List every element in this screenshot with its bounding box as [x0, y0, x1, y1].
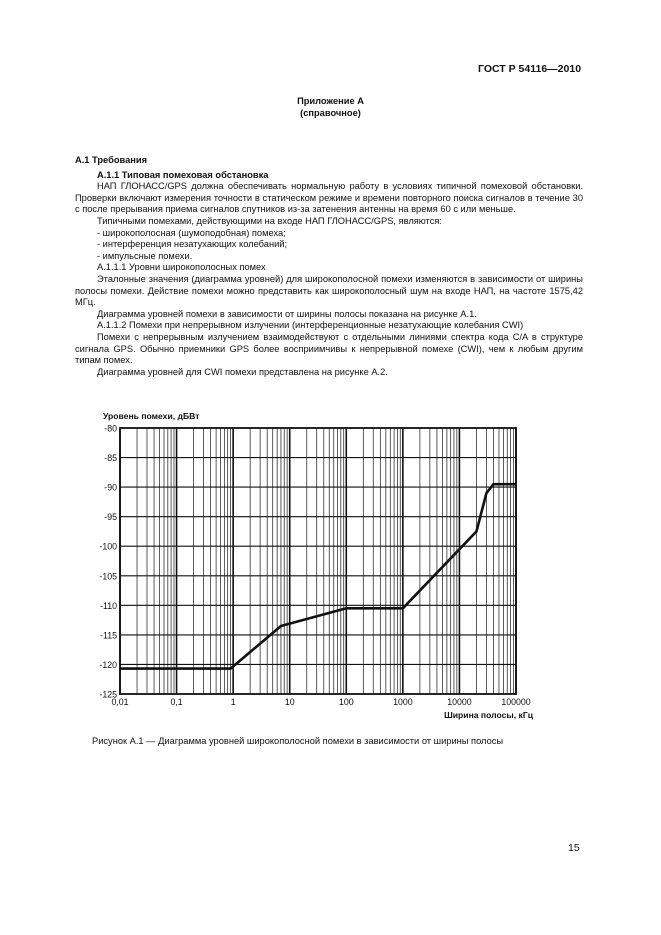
x-tick-label: 10000 [447, 697, 472, 707]
appendix-subtitle: (справочное) [300, 107, 361, 118]
body-paragraph: Диаграмма уровней для CWI помехи представлена на рисунке А.2. [97, 366, 388, 377]
chart-minor-grid [137, 428, 513, 694]
x-tick-label: 100000 [501, 697, 531, 707]
y-tick-label: -85 [104, 453, 117, 464]
x-tick-label: 0,1 [170, 697, 183, 707]
x-tick-label: 1 [230, 697, 236, 707]
y-tick-label: -120 [99, 659, 117, 670]
figure-caption: Рисунок А.1 — Диаграмма уровней широкополосной помехи в зависимости от ширины полосы [92, 736, 504, 746]
x-tick-label: 0,01 [111, 697, 129, 707]
x-tick-label: 1000 [393, 697, 413, 707]
standard-number: ГОСТ Р 54116—2010 [478, 63, 582, 75]
body-paragraph: Помехи с непрерывным излучением взаимодействуют с отдельными линиями спектра кода C/A в структуре сигнала GPS. Обычно приемники GPS более восприимчивы к непрерывной помехе (CWI), чем к любым другим типам помех. [75, 331, 583, 366]
section-heading: А.1 Требования [75, 155, 148, 165]
body-paragraph: - широкополосная (шумоподобная) помеха; [97, 227, 286, 238]
body-paragraph: А.1.1.1 Уровни широкополосных помех [97, 262, 266, 273]
y-tick-label: -110 [100, 600, 117, 611]
y-tick-label: -105 [99, 571, 117, 582]
page-number: 15 [568, 842, 580, 854]
body-paragraph: - интерференция незатухающих колебаний; [97, 239, 288, 250]
body-paragraph: - импульсные помехи. [97, 250, 193, 261]
appendix-title: Приложение А [297, 96, 364, 106]
x-tick-label: 100 [338, 697, 354, 707]
body-paragraph: Диаграмма уровней помехи в зависимости от ширины полосы показана на рисунке А.1. [97, 308, 477, 319]
chart-y-axis-label: Уровень помехи, дБВт [103, 411, 200, 421]
interference-level-chart [0, 400, 661, 730]
body-paragraph: Типичными помехами, действующими на входе НАП ГЛОНАСС/GPS, являются: [97, 215, 442, 226]
section-heading: А.1.1 Типовая помеховая обстановка [97, 169, 269, 180]
body-paragraph: А.1.1.2 Помехи при непрерывном излучении (интерференционные незатухающие колебания CWI) [97, 320, 524, 331]
appendix-heading [0, 96, 661, 119]
y-tick-label: -125 [99, 689, 117, 700]
chart-x-axis-label: Ширина полосы, кГц [444, 710, 533, 720]
y-tick-label: -90 [104, 482, 117, 493]
y-tick-label: -115 [100, 630, 117, 641]
body-paragraph: НАП ГЛОНАСС/GPS должна обеспечивать нормальную работу в условиях типичной помеховой обстановки. Проверки включают измерения точности в статическом режиме и времени повторного поиска сигналов в течение 30 с после прерывания приема сигналов спутников из-за затенения антенны на время 60 с или меньше. [75, 181, 583, 215]
y-tick-label: -100 [99, 541, 117, 552]
document-body [75, 155, 583, 378]
y-tick-label: -80 [104, 423, 117, 434]
y-tick-label: -95 [104, 512, 117, 523]
x-tick-label: 10 [284, 697, 295, 707]
body-paragraph: Эталонные значения (диаграмма уровней) для широкополосной помехи изменяются в зависимости от ширины полосы помехи. Действие помехи можно представить как широкополосный шум на входе НАП, на частоте 1575,42 МГц. [75, 273, 583, 308]
